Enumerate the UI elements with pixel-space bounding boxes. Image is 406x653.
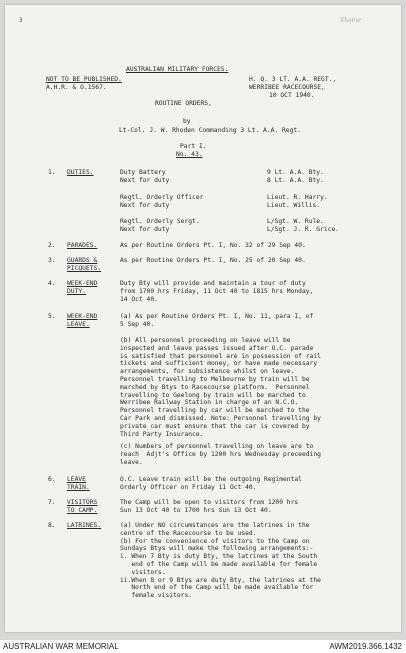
part-label: Part I. <box>180 143 207 150</box>
text-latrines: (a) Under NO circumstances are the latrines in the centre of the Racecourse to be used. (b) For the convenience of visitors to the Camp on Sundays Btys will make the following arrangements:- i. When 7 Bty is duty Bty, the latrines at the South end of the Camp will be made available for female visitors. ii.When 8 or 9 Btys are duty Bty, the latrines at the North end of the Camp will be made available for female visitors. <box>120 522 321 600</box>
heading-visitors: VISITORS TO CAMP. <box>67 499 98 514</box>
item-number-guards: 3. <box>48 257 56 264</box>
item-number-latrines: 8. <box>48 522 56 529</box>
reference-number: A.H.R. & O.1567. <box>46 84 107 91</box>
item-number-weekend-leave: 5. <box>48 313 56 320</box>
date-line: 10 OCT 1940. <box>269 92 315 99</box>
item-number-weekend-duty: 4. <box>48 280 56 287</box>
duty-value: 9 Lt. A.A. Bty. 8 Lt. A.A. Bty. <box>267 169 324 184</box>
item-number-duties: 1. <box>48 169 56 176</box>
duty-value: Lieut. R. Harry. Lieut. Willis. <box>267 194 328 209</box>
duty-role: Regtl. Orderly Sergt. Next for duty <box>120 218 200 233</box>
item-number-visitors: 7. <box>48 499 56 506</box>
text-leave-para-a: (a) As per Routine Orders Pt. I, No. 11, para I, of 5 Sep 40. <box>120 313 314 328</box>
heading-parades: PARADES. <box>67 242 98 249</box>
not-published-notice: NOT TO BE PUBLISHED. <box>46 76 122 83</box>
duty-value: L/Sgt. W. Rule. L/Sgt. J. R. Grice. <box>267 218 340 233</box>
heading-weekend-leave: WEEK-END LEAVE. <box>67 313 98 328</box>
archive-footer <box>0 640 406 653</box>
text-guards: As per Routine Orders Pt. I, No. 25 of 20 Sep 40. <box>120 257 306 264</box>
text-visitors: The Camp will be open to visitors from 1200 hrs Sun 13 Oct 40 to 1700 hrs Sun 13 Oct 40. <box>120 499 299 514</box>
heading-duties: DUTIES. <box>67 169 94 176</box>
heading-latrines: LATRINES. <box>67 522 102 529</box>
footer-accession-number: AWM2019.366.1432 <box>329 642 402 651</box>
duty-role: Duty Battery Next for duty <box>120 169 170 184</box>
commander-line: Lt-Col. J. W. Rhoden Commanding 3 Lt. A.A. Regt. <box>119 127 301 134</box>
footer-source: AUSTRALIAN WAR MEMORIAL <box>3 642 119 651</box>
heading-guards: GUARDS & PICQUETS. <box>67 257 102 272</box>
order-number: No. 43. <box>176 151 203 158</box>
pencil-annotation: Shame <box>340 17 361 24</box>
heading-weekend-duty: WEEK-END DUTY. <box>67 280 98 295</box>
hq-line: H. Q. 3 LT. A.A. REGT., <box>249 76 337 83</box>
page-mark: 3 <box>19 17 23 24</box>
document-page <box>5 5 401 632</box>
item-number-parades: 2. <box>48 242 56 249</box>
text-leave-para-c: (c) Numbers of personnel travelling on leave are to reach Adjt's Office by 1200 hrs Wednesday preceeding leave. <box>120 443 321 466</box>
by-line: by <box>183 118 191 125</box>
document-title: AUSTRALIAN MILITARY FORCES. <box>126 66 229 73</box>
heading-leave-train: LEAVE TRAIN. <box>67 476 90 491</box>
location-line: WERRIBEE RACECOURSE, <box>249 84 325 91</box>
text-leave-train: O.C. Leave train will be the outgoing Regimental Orderly Officer on Friday 11 Oct 40. <box>120 476 302 491</box>
duty-role: Regtl. Orderly Officer Next for duty <box>120 194 204 209</box>
text-weekend-duty: Duty Bty will provide and maintain a tour of duty from 1700 hrs Friday, 11 Oct 40 to 1815 hrs Monday, 14 Oct 40. <box>120 280 314 303</box>
orders-title: ROUTINE ORDERS, <box>155 100 212 107</box>
text-leave-para-b: (b) All personnel proceeding on leave will be inspected and leave passes issued after O.C. parade is satisfied that personnel are in possession of rail tickets and sufficient money, or have made necessary arrangements, for subsistence whilst on leave. Personnel travelling to Melbourne by train will be marched by Btys to Racecourse platform. Personnel travelling to Geelong by train will be marched to Werribee Railway Station in charge of an N.C.O. Personnel travelling by car will be marched to the Car Park and dismissed. Note: Personnel travelling by private car must ensure that the car is covered by Third Party Insurance. <box>120 337 321 438</box>
text-parades: As per Routine Orders Pt. I, No. 32 of 29 Sep 40. <box>120 242 306 249</box>
item-number-leave-train: 6. <box>48 476 56 483</box>
